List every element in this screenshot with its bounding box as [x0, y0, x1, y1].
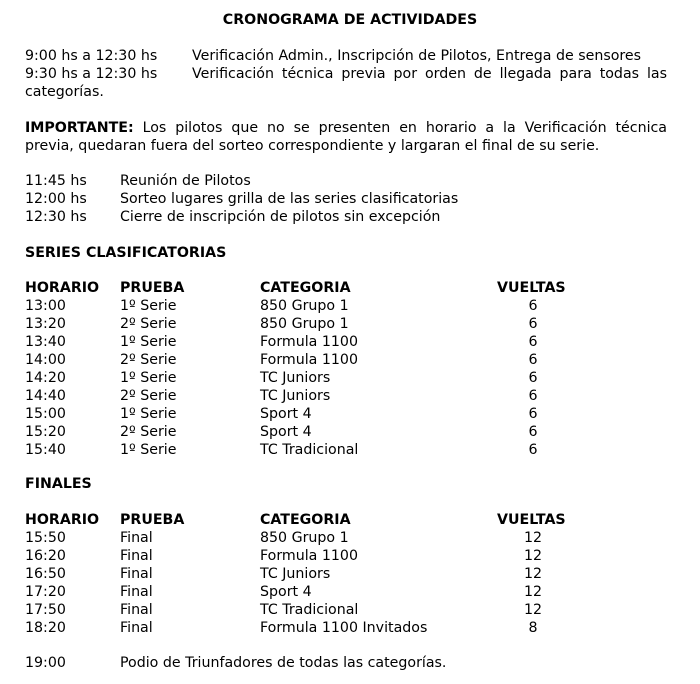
table-row [0, 529, 700, 547]
intro-time-2: 9:30 hs a 12:30 hs [25, 66, 158, 82]
cell-horario: 14:40 [25, 388, 66, 404]
cell-categoria: TC Tradicional [260, 602, 359, 618]
cell-prueba: 1º Serie [120, 370, 177, 386]
table-row [0, 369, 700, 387]
intro-text-2: Verificación técnica previa por orden de llegada para todas las [192, 66, 667, 82]
important-line-2: previa, quedaran fuera del sorteo correspondiente y largaran el final de su serie. [25, 138, 600, 154]
cell-prueba: 1º Serie [120, 442, 177, 458]
schedule-time: 12:30 hs [25, 209, 87, 225]
table-row [0, 405, 700, 423]
finales-header-row [0, 511, 700, 529]
table-row [0, 565, 700, 583]
cell-vueltas: 12 [523, 584, 543, 600]
cell-horario: 18:20 [25, 620, 66, 636]
finales-heading: FINALES [25, 476, 92, 492]
cell-vueltas: 6 [528, 424, 538, 440]
table-row [0, 387, 700, 405]
cell-prueba: Final [120, 530, 153, 546]
cell-horario: 13:20 [25, 316, 66, 332]
cell-categoria: TC Juniors [260, 370, 331, 386]
schedule-text: Sorteo lugares grilla de las series clasificatorias [120, 191, 459, 207]
cell-horario: 15:50 [25, 530, 66, 546]
cell-horario: 16:50 [25, 566, 66, 582]
cell-categoria: TC Tradicional [260, 442, 359, 458]
cell-vueltas: 6 [528, 316, 538, 332]
table-row [0, 601, 700, 619]
cell-vueltas: 12 [523, 548, 543, 564]
table-row [0, 315, 700, 333]
cell-horario: 16:20 [25, 548, 66, 564]
cell-categoria: Formula 1100 [260, 352, 358, 368]
cell-categoria: Sport 4 [260, 584, 312, 600]
cell-prueba: 2º Serie [120, 424, 177, 440]
cell-horario: 13:00 [25, 298, 66, 314]
col-vueltas: VUELTAS [497, 512, 566, 528]
cell-prueba: 1º Serie [120, 334, 177, 350]
cell-horario: 13:40 [25, 334, 66, 350]
table-row [0, 423, 700, 441]
cell-horario: 17:20 [25, 584, 66, 600]
table-row [0, 297, 700, 315]
cell-vueltas: 8 [528, 620, 538, 636]
cell-categoria: Formula 1100 [260, 548, 358, 564]
cell-vueltas: 6 [528, 388, 538, 404]
col-vueltas: VUELTAS [497, 280, 566, 296]
page-title: CRONOGRAMA DE ACTIVIDADES [222, 12, 478, 28]
cell-prueba: 1º Serie [120, 298, 177, 314]
cell-categoria: TC Juniors [260, 388, 331, 404]
cell-prueba: Final [120, 602, 153, 618]
cell-prueba: 2º Serie [120, 352, 177, 368]
intro-time-1: 9:00 hs a 12:30 hs [25, 48, 158, 64]
table-row [0, 441, 700, 459]
table-row [0, 351, 700, 369]
cell-vueltas: 6 [528, 370, 538, 386]
cell-vueltas: 6 [528, 298, 538, 314]
table-row [0, 547, 700, 565]
cell-prueba: 2º Serie [120, 388, 177, 404]
cell-horario: 17:50 [25, 602, 66, 618]
cell-categoria: 850 Grupo 1 [260, 298, 349, 314]
important-label: IMPORTANTE: [25, 120, 134, 136]
closing-time: 19:00 [25, 655, 66, 671]
important-notice [25, 119, 667, 137]
cell-vueltas: 6 [528, 406, 538, 422]
cell-categoria: Formula 1100 [260, 334, 358, 350]
col-categoria: CATEGORIA [260, 512, 351, 528]
table-row [0, 619, 700, 637]
cell-vueltas: 6 [528, 334, 538, 350]
cell-prueba: 2º Serie [120, 316, 177, 332]
intro-text-1: Verificación Admin., Inscripción de Pilotos, Entrega de sensores [192, 48, 642, 64]
series-header-row [0, 279, 700, 297]
cell-categoria: Sport 4 [260, 406, 312, 422]
cell-horario: 15:40 [25, 442, 66, 458]
cell-vueltas: 6 [528, 352, 538, 368]
col-prueba: PRUEBA [120, 512, 185, 528]
col-categoria: CATEGORIA [260, 280, 351, 296]
schedule-item [0, 190, 700, 208]
cell-prueba: Final [120, 548, 153, 564]
schedule-time: 11:45 hs [25, 173, 87, 189]
cell-categoria: 850 Grupo 1 [260, 530, 349, 546]
series-heading: SERIES CLASIFICATORIAS [25, 245, 227, 261]
cell-prueba: 1º Serie [120, 406, 177, 422]
cell-prueba: Final [120, 584, 153, 600]
cell-vueltas: 12 [523, 602, 543, 618]
col-horario: HORARIO [25, 512, 100, 528]
cell-categoria: Sport 4 [260, 424, 312, 440]
cell-prueba: Final [120, 620, 153, 636]
cell-horario: 15:20 [25, 424, 66, 440]
cell-horario: 14:20 [25, 370, 66, 386]
schedule-item [0, 208, 700, 226]
col-prueba: PRUEBA [120, 280, 185, 296]
schedule-text: Cierre de inscripción de pilotos sin excepción [120, 209, 441, 225]
table-row [0, 333, 700, 351]
cell-categoria: Formula 1100 Invitados [260, 620, 428, 636]
schedule-item [0, 172, 700, 190]
schedule-text: Reunión de Pilotos [120, 173, 251, 189]
cell-categoria: TC Juniors [260, 566, 331, 582]
closing-item [0, 654, 700, 672]
cell-vueltas: 12 [523, 566, 543, 582]
cell-vueltas: 12 [523, 530, 543, 546]
cell-horario: 15:00 [25, 406, 66, 422]
col-horario: HORARIO [25, 280, 100, 296]
closing-text: Podio de Triunfadores de todas las categorías. [120, 655, 447, 671]
cell-vueltas: 6 [528, 442, 538, 458]
cell-horario: 14:00 [25, 352, 66, 368]
cell-categoria: 850 Grupo 1 [260, 316, 349, 332]
important-line-1: Los pilotos que no se presenten en horario a la Verificación técnica [142, 120, 667, 136]
table-row [0, 583, 700, 601]
cell-prueba: Final [120, 566, 153, 582]
schedule-time: 12:00 hs [25, 191, 87, 207]
intro-text-2-continuation: categorías. [25, 84, 104, 100]
